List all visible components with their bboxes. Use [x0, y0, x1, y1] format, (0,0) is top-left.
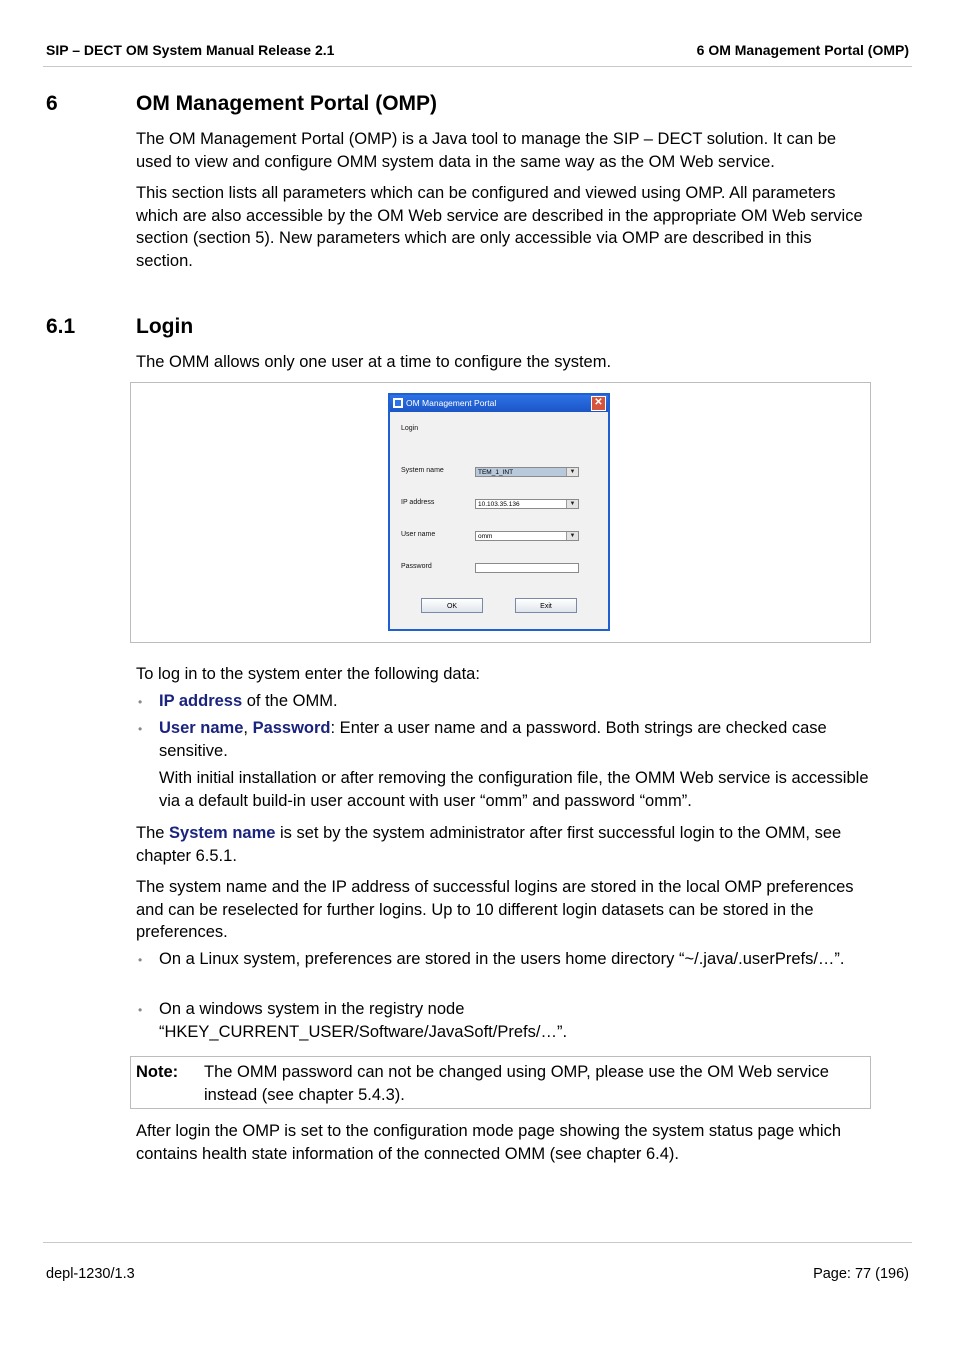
password-label: Password [401, 563, 432, 570]
section-scope-paragraph: This section lists all parameters which can be configured and viewed using OMP. All parameters which are also accessible by the OM Web service are described in the appropriate OM Web service section (section 5). New parameters which are only accessible via OMP are described in this section. [136, 184, 863, 270]
login-dialog [388, 393, 610, 631]
page-number: Page: 77 (196) [813, 1266, 909, 1282]
preferences-paragraph: The system name and the IP address of successful logins are stored in the local OMP preferences and can be reselected for further logins. Up to 10 different login datasets can be stored in the preferences. [136, 878, 854, 941]
header-divider [43, 66, 912, 67]
dialog-heading: Login [401, 425, 419, 432]
dialog-titlebar [390, 395, 608, 412]
section-intro-paragraph: The OM Management Portal (OMP) is a Java tool to manage the SIP – DECT solution. It can be used to view and configure OMM system data in the same way as the OM Web service. [136, 130, 837, 171]
bullet-ip-address: IP address of the OMM. [159, 692, 338, 710]
bullet-icon: • [138, 722, 143, 736]
running-header-title: SIP – DECT OM System Manual Release 2.1 [46, 42, 335, 58]
subsection-title: Login [136, 315, 194, 338]
note-label: Note: [136, 1063, 179, 1081]
password-input[interactable] [475, 563, 579, 573]
ok-button[interactable]: OK [421, 598, 483, 613]
ip-address-label: IP address [401, 499, 435, 506]
user-name-label: User name [401, 531, 436, 538]
login-data-intro: To log in to the system enter the following data: [136, 665, 480, 683]
note-text: The OMM password can not be changed using OMP, please use the OM Web service instead (see chapter 5.4.3). [204, 1063, 829, 1104]
chevron-down-icon[interactable]: ▼ [566, 500, 578, 508]
dialog-title: OM Management Portal [406, 398, 497, 408]
system-name-value: TEM_1_INT [478, 469, 514, 476]
login-intro-paragraph: The OMM allows only one user at a time to configure the system. [136, 353, 612, 371]
close-icon[interactable]: ✕ [591, 396, 606, 411]
user-name-value: omm [478, 533, 493, 540]
keyword-system-name: System name [169, 824, 276, 842]
user-name-select[interactable] [475, 531, 579, 541]
section-title: OM Management Portal (OMP) [136, 92, 438, 115]
bullet-windows-prefs: On a windows system in the registry node “HKEY_CURRENT_USER/Software/JavaSoft/Prefs/…”. [159, 1000, 568, 1041]
keyword-password: Password [252, 719, 331, 737]
footer-divider [43, 1242, 912, 1243]
bullet-linux-prefs: On a Linux system, preferences are stored in the users home directory “~/.java/.userPrefs/…”. [159, 950, 845, 968]
keyword-user-name: User name [159, 719, 244, 737]
bullet-credentials: User name, Password: Enter a user name and a password. Both strings are checked case sensitive. [159, 719, 827, 760]
default-account-note: With initial installation or after removing the configuration file, the OMM Web service is accessible via a default build-in user account with user “omm” and password “omm”. [159, 769, 869, 810]
keyword-ip-address: IP address [159, 692, 243, 710]
chevron-down-icon[interactable]: ▼ [566, 468, 578, 476]
subsection-number: 6.1 [46, 315, 76, 338]
bullet-icon: • [138, 1003, 143, 1017]
bullet-icon: • [138, 695, 143, 709]
bullet-icon: • [138, 953, 143, 967]
system-name-select[interactable] [475, 467, 579, 477]
exit-button[interactable]: Exit [515, 598, 577, 613]
ip-address-value: 10.103.35.136 [478, 501, 520, 508]
ip-address-select[interactable] [475, 499, 579, 509]
chevron-down-icon[interactable]: ▼ [566, 532, 578, 540]
section-number: 6 [46, 92, 58, 115]
app-icon [393, 398, 403, 408]
system-name-label: System name [401, 467, 444, 474]
document-id: depl-1230/1.3 [46, 1266, 135, 1282]
after-login-paragraph: After login the OMP is set to the configuration mode page showing the system status page which contains health state information of the connected OMM (see chapter 6.4). [136, 1122, 842, 1163]
running-header-chapter: 6 OM Management Portal (OMP) [696, 42, 909, 58]
system-name-paragraph: The System name is set by the system administrator after first successful login to the OMM, see chapter 6.5.1. [136, 824, 842, 865]
